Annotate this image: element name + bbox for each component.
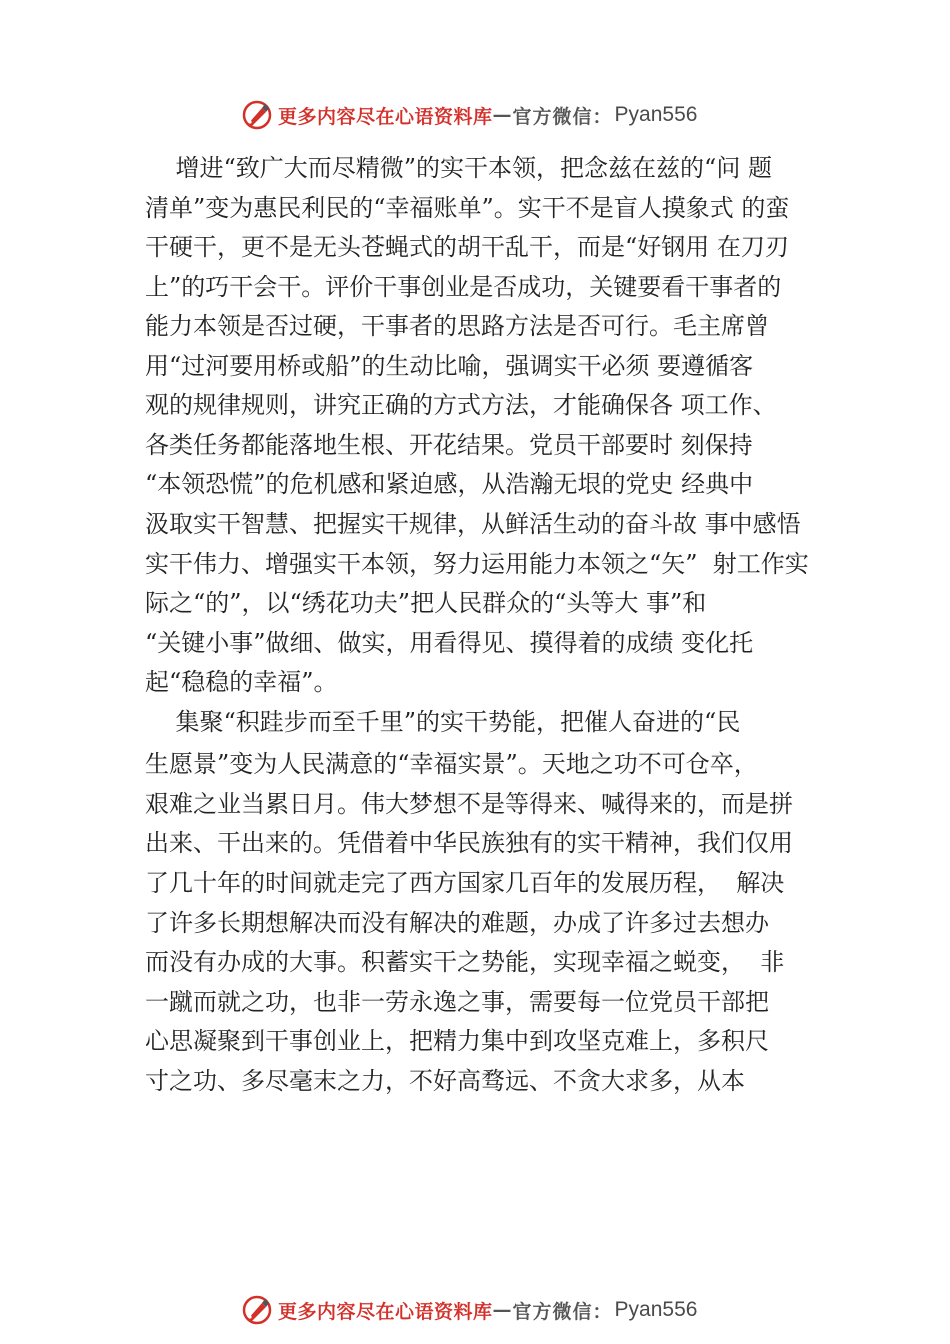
text-line: 一蹴而就之功，也非一劳永逸之事，需要每一位党员干部把 [145,988,769,1016]
text-line: 上”的巧干会干。评价干事创业是否成功，关键要看干事者的 [145,273,782,301]
text-line: 各类任务都能落地生根、开花结果。党员干部要时 刻保持 [145,431,753,459]
text-line: 起“稳稳的幸福”。 [145,668,338,696]
watermark-wechat-id: Pyan556 [614,103,698,126]
text-line: 观的规律规则，讲究正确的方式方法，才能确保各 项工作、 [145,391,777,419]
text-line: 集聚“积跬步而至千里”的实干势能，把催人奋进的“民 [145,708,741,736]
text-line: “本领恐慌”的危机感和紧迫感，从浩瀚无垠的党史 经典中 [145,470,754,498]
text-line: 生愿景”变为人民满意的“幸福实景”。天地之功不可仓卒， [145,750,758,778]
text-line: “关键小事”做细、做实，用看得见、摸得着的成绩 变化托 [145,629,754,657]
text-line: 心思凝聚到干事创业上，把精力集中到攻坚克难上，多积尺 [145,1027,769,1055]
text-line: 汲取实干智慧、把握实干规律，从鲜活生动的奋斗故 事中感悟 [145,510,801,538]
text-line: 寸之功、多尽毫末之力，不好高骛远、不贪大求多，从本 [145,1067,745,1095]
text-line: 艰难之业当累日月。伟大梦想不是等得来、喊得来的，而是拼 [145,790,793,818]
watermark-wechat-id: Pyan556 [614,1298,698,1321]
text-line: 增进“致广大而尽精微”的实干本领，把念兹在兹的“问 题 [145,154,772,182]
header-watermark [240,97,697,133]
footer-watermark [240,1292,697,1328]
text-line: 清单”变为惠民利民的“幸福账单”。实干不是盲人摸象式 的蛮 [145,194,790,222]
text-line: 能力本领是否过硬，干事者的思路方法是否可行。毛主席曾 [145,312,769,340]
watermark-dash: — [492,104,513,126]
text-line: 而没有办成的大事。积蓄实干之势能，实现幸福之蜕变， 非 [145,948,785,976]
text-line: 出来、干出来的。凭借着中华民族独有的实干精神，我们仅用 [145,829,793,857]
watermark-brand-text: 更多内容尽在心语资料库 [278,1300,493,1323]
text-line: 际之“的”，以“绣花功夫”把人民群众的“头等大 事”和 [145,589,707,617]
text-line: 了许多长期想解决而没有解决的难题，办成了许多过去想办 [145,909,769,937]
text-line: 实干伟力、增强实干本领，努力运用能力本领之“矢” 射工作实 [145,550,809,578]
fountain-pen-logo-icon [240,98,274,132]
fountain-pen-logo-icon [240,1293,274,1327]
text-line: 干硬干，更不是无头苍蝇式的胡干乱干，而是“好钢用 在刀刃 [145,233,789,261]
watermark-wechat-label: 官方微信： [512,105,613,128]
text-line: 用“过河要用桥或船”的生动比喻，强调实干必须 要遵循客 [145,352,754,380]
watermark-wechat-label: 官方微信： [512,1300,613,1323]
watermark-brand-text: 更多内容尽在心语资料库 [278,105,493,128]
text-line: 了几十年的时间就走完了西方国家几百年的发展历程， 解决 [145,869,785,897]
watermark-dash: — [492,1299,513,1321]
